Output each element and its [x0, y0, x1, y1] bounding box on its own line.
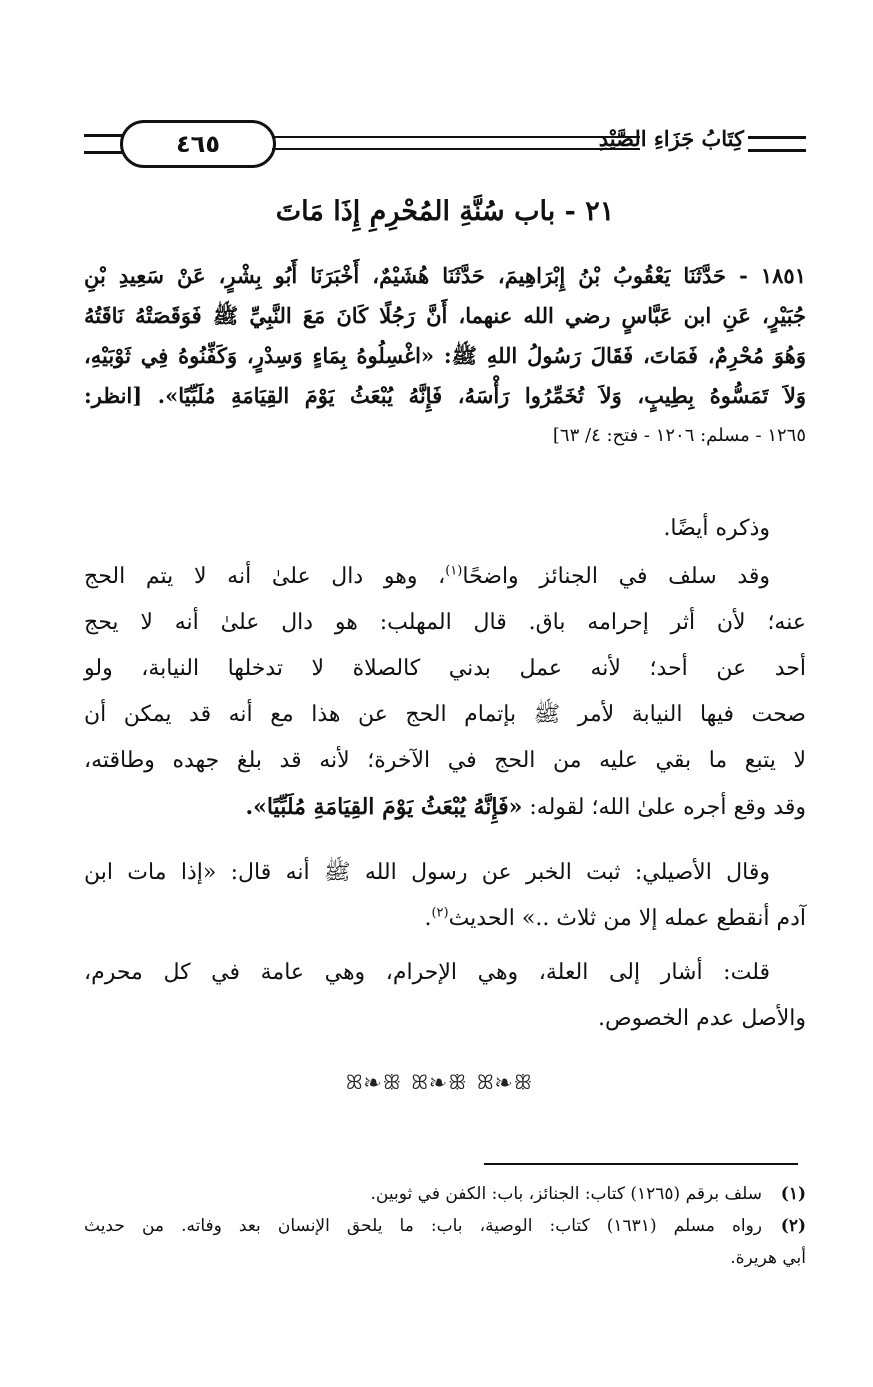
- paragraph-line: [84, 784, 806, 831]
- commentary-paragraph: [84, 506, 806, 552]
- hadith-line: وَلاَ تَمَسُّوهُ بِطِيبٍ، وَلاَ تُخَمِّرُوا رَأْسَهُ، فَإِنَّهُ يُبْعَثُ يَوْمَ القِيَامَةِ مُلَبِّيًا». [انظر:: [84, 383, 806, 408]
- text-run: ، وهو دال علىٰ أنه لا يتم الحج: [84, 564, 446, 589]
- footnote-continuation: [84, 1242, 806, 1274]
- page-number: ٤٦٥: [176, 130, 220, 158]
- paragraph-line: وقال الأصيلي: ثبت الخبر عن رسول الله ﷺ أنه قال: «إذا مات ابن: [84, 860, 770, 885]
- footnote-marker: (٢): [780, 1216, 806, 1236]
- hadith-block: [84, 256, 806, 456]
- header-rule: [272, 136, 640, 150]
- paragraph-line: صحت فيها النيابة لأمر ﷺ بإتمام الحج عن هذا مع أنه قد يمكن أن: [84, 702, 806, 727]
- header-rule: [84, 134, 124, 154]
- footnotes: [84, 1178, 806, 1274]
- paragraph-line: [84, 554, 806, 600]
- footnote-ref: (٢): [431, 905, 449, 921]
- footnote-text: سلف برقم (١٢٦٥) كتاب: الجنائز، باب: الكفن في ثوبين.: [370, 1184, 762, 1204]
- paragraph-line: أحد عن أحد؛ لأنه عمل بدني كالصلاة لا تدخلها النيابة، ولو: [84, 656, 806, 681]
- quoted-hadith: «فَإِنَّهُ يُبْعَثُ يَوْمَ القِيَامَةِ مُلَبِّيًا».: [245, 794, 523, 820]
- text-run: وقد سلف في الجنائز واضحًا: [462, 564, 771, 589]
- footnote-separator: [484, 1163, 798, 1165]
- footnote: [84, 1210, 806, 1242]
- hadith-line: وَهُوَ مُحْرِمٌ، فَمَاتَ، فَقَالَ رَسُولُ اللهِ ﷺ: «اغْسِلُوهُ بِمَاءٍ وَسِدْرٍ، وَكَفِّنُوهُ فِي ثَوْبَيْهِ،: [84, 343, 806, 368]
- text-run: .: [424, 906, 432, 931]
- footnote-text: رواه مسلم (١٦٣١) كتاب: الوصية، باب: ما يلحق الإنسان بعد وفاته. من حديث: [84, 1216, 762, 1236]
- running-header: [84, 118, 806, 168]
- text-run: وقد وقع أجره علىٰ الله؛ لقوله:: [522, 795, 806, 820]
- hadith-cross-reference: ١٢٦٥ - مسلم: ١٢٠٦ - فتح: ٤/ ٦٣]: [552, 425, 806, 446]
- paragraph-line: [84, 896, 806, 942]
- footnote-text: أبي هريرة.: [730, 1248, 806, 1268]
- commentary-paragraph: [84, 554, 806, 831]
- footnote-ref: (١): [445, 563, 463, 579]
- paragraph-line: والأصل عدم الخصوص.: [598, 1006, 806, 1031]
- page-number-frame: [120, 120, 276, 168]
- paragraph-line: قلت: أشار إلى العلة، وهي الإحرام، وهي عامة في كل محرم،: [84, 960, 770, 985]
- paragraph-line: وذكره أيضًا.: [663, 516, 770, 541]
- paragraph-line: لا يتبع ما بقي عليه من الحج في الآخرة؛ لأنه قد بلغ جهده وطاقته،: [84, 748, 806, 773]
- hadith-line: جُبَيْرٍ، عَنِ ابن عَبَّاسٍ رضي الله عنهما، أَنَّ رَجُلًا كَانَ مَعَ النَّبِيِّ ﷺ فَوَقَصَتْهُ نَاقَتُهُ: [84, 303, 806, 328]
- ornament-divider: ꕤ❧ꕥ ꕤ❧ꕥ ꕤ❧ꕥ: [345, 1070, 535, 1094]
- footnote: [84, 1178, 806, 1210]
- hadith-line: ١٨٥١ - حَدَّثَنَا يَعْقُوبُ بْنُ إِبْرَاهِيمَ، حَدَّثَنَا هُشَيْمٌ، أَخْبَرَنَا أَبُو بِشْرٍ، عَنْ سَعِيدِ بْنِ: [84, 263, 806, 288]
- commentary-paragraph: [84, 850, 806, 942]
- commentary-paragraph: [84, 950, 806, 1042]
- footnote-marker: (١): [780, 1184, 806, 1204]
- chapter-heading: ٢١ - باب سُنَّةِ المُحْرِمِ إِذَا مَاتَ: [275, 196, 615, 227]
- header-rule: [748, 136, 806, 152]
- text-run: آدم أنقطع عمله إلا من ثلاث ..» الحديث: [448, 906, 806, 931]
- running-title: كِتَابُ جَزَاءِ الصَّيْدِ: [598, 126, 744, 151]
- paragraph-line: عنه؛ لأن أثر إحرامه باق. قال المهلب: هو دال علىٰ أنه لا يحج: [84, 610, 806, 635]
